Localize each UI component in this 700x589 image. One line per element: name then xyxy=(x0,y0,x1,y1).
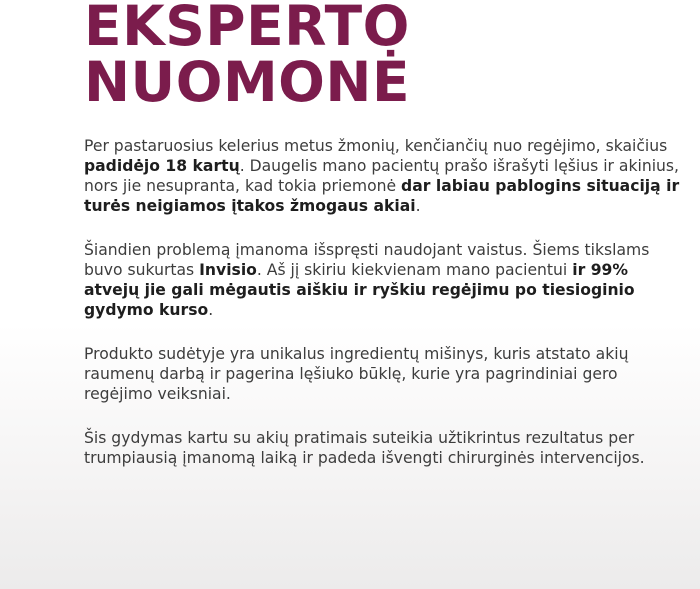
page-title-line-2: NUOMONĖ xyxy=(84,50,411,114)
paragraph-4 xyxy=(84,428,684,468)
paragraph-text: Produkto sudėtyje yra unikalus ingredientų mišinys, kuris atstato akių raumenų darbą ir pagerina lęšiuko būklę, kurie yra pagrindiniai gero regėjimo veiksniai. xyxy=(84,345,629,403)
paragraph-3 xyxy=(84,344,684,404)
paragraph-text: . xyxy=(415,197,421,215)
paragraph-text: . Aš jį skiriu kiekvienam mano pacientui xyxy=(256,261,573,279)
article-body xyxy=(84,136,684,468)
highlighted-text: dar labiau pablogins situaciją ir turės neigiamos įtakos žmogaus akiai xyxy=(84,177,680,215)
product-name: Invisio xyxy=(199,261,257,279)
paragraph-1 xyxy=(84,136,684,216)
paragraph-2 xyxy=(84,240,684,320)
paragraph-text: Per pastaruosius kelerius metus žmonių, kenčiančių nuo regėjimo, skaičius xyxy=(84,137,668,155)
paragraph-text: . Daugelis mano pacientų prašo išrašyti lęšius ir akinius, nors jie nesupranta, kad tokia priemonė xyxy=(84,157,680,195)
page-title-line-1: EKSPERTO xyxy=(84,0,410,58)
expert-opinion-article xyxy=(84,0,684,492)
paragraph-text: . xyxy=(208,301,214,319)
highlighted-text: ir 99% atvejų jie gali mėgautis aiškiu ir ryškiu regėjimu po tiesioginio gydymo kurso xyxy=(84,261,635,319)
highlighted-text: padidėjo 18 kartų xyxy=(84,157,240,175)
paragraph-text: Šiandien problemą įmanoma išspręsti naudojant vaistus. Šiems tikslams buvo sukurtas xyxy=(84,241,650,279)
paragraph-text: Šis gydymas kartu su akių pratimais suteikia užtikrintus rezultatus per trumpiausią įmanomą laiką ir padeda išvengti chirurginės intervencijos. xyxy=(84,429,645,467)
page-title xyxy=(84,0,684,114)
